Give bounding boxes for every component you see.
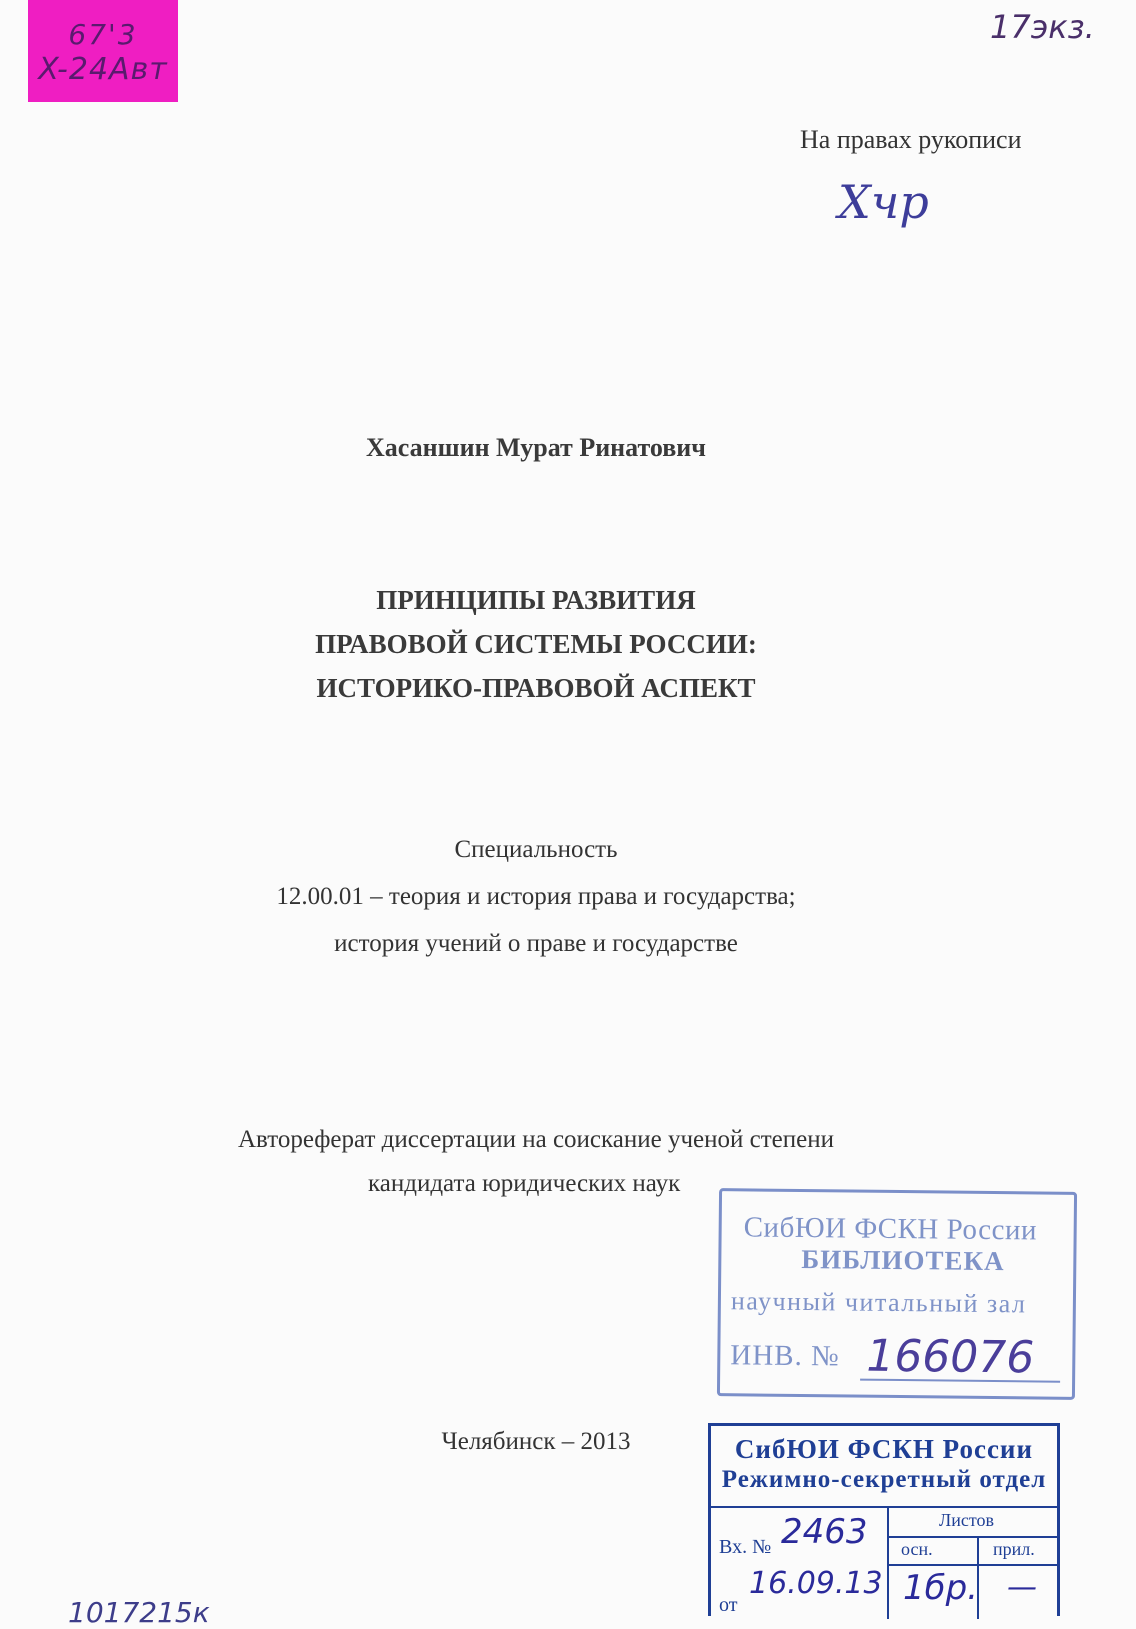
library-stamp-inv-number: 166076: [866, 1330, 1035, 1384]
secret-stamp-date: 16.09.13: [749, 1566, 883, 1601]
stamp-divider: [711, 1506, 1060, 1508]
secret-stamp-from-label: от: [719, 1594, 738, 1616]
library-stamp-hall: научный читальный зал: [730, 1286, 1027, 1319]
library-stamp-org: СибЮИ ФСКН России: [743, 1211, 1038, 1247]
specialty-code: 12.00.01 – теория и история права и государства;: [276, 883, 796, 910]
secret-stamp-main-value: 1бр.: [903, 1568, 978, 1608]
pink-sticker: [28, 0, 178, 102]
title-line: ПРАВОВОЙ СИСТЕМЫ РОССИИ:: [315, 629, 757, 659]
copies-note: 17экз.: [990, 8, 1095, 46]
stamp-divider: [887, 1506, 889, 1619]
title-line: ИСТОРИКО-ПРАВОВОЙ АСПЕКТ: [316, 673, 756, 703]
dissertation-title: [0, 578, 1072, 710]
specialty-description: история учений о праве и государстве: [334, 930, 738, 957]
title-line: ПРИНЦИПЫ РАЗВИТИЯ: [376, 585, 696, 615]
stamp-divider: [887, 1536, 1060, 1538]
secret-stamp-in-label: Вх. №: [719, 1536, 772, 1558]
secret-stamp-main-label: осн.: [901, 1539, 933, 1559]
abstract-line-2: кандидата юридических наук: [368, 1170, 681, 1197]
library-stamp-inv-label: ИНВ. №: [730, 1339, 840, 1373]
secret-stamp-sheets-label: Листов: [939, 1510, 994, 1530]
bottom-handwritten-number: 1017215к: [68, 1596, 210, 1629]
sticker-shelfmark: X-24Авт: [38, 52, 168, 87]
city-year: Челябинск – 2013: [441, 1428, 631, 1455]
secret-stamp-attach-label: прил.: [993, 1539, 1035, 1559]
stamp-divider: [887, 1564, 1060, 1566]
secret-stamp-attach-value: —: [1007, 1570, 1037, 1605]
library-stamp: [717, 1188, 1077, 1400]
secret-stamp-dept: Режимно-секретный отдел: [721, 1466, 1047, 1493]
manuscript-note: На правах рукописи: [800, 125, 1022, 154]
abstract-line-1: Автореферат диссертации на соискание ученой степени: [237, 1126, 835, 1153]
handwritten-signature: Хчр: [838, 175, 929, 229]
library-stamp-title: БИБЛИОТЕКА: [801, 1243, 1005, 1277]
secret-department-stamp: [708, 1423, 1060, 1616]
secret-stamp-org: СибЮИ ФСКН России: [734, 1434, 1034, 1464]
sticker-code: 67'3: [68, 18, 138, 51]
specialty-block: [0, 826, 1072, 967]
secret-stamp-in-number: 2463: [781, 1512, 868, 1552]
specialty-label: Специальность: [454, 836, 618, 863]
author-name: Хасаншин Мурат Ринатович: [366, 433, 706, 462]
